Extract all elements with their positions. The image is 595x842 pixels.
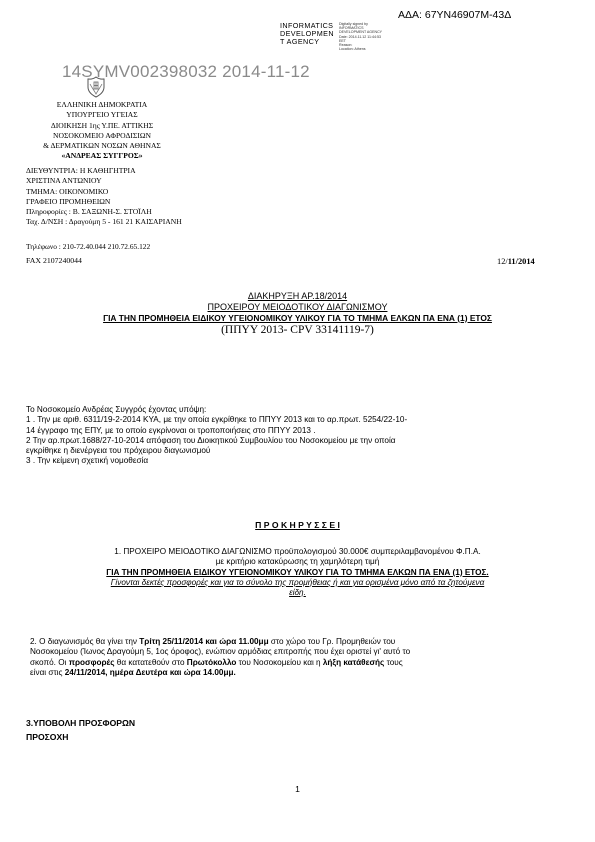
signature-detail-line: Date: 2014.11.12 11:44:53 [339, 34, 382, 39]
signature-detail-line: EET [339, 38, 346, 43]
section-3 [26, 716, 135, 744]
point-2-line [30, 658, 410, 668]
org-line: ΝΟΣΟΚΟΜΕΙΟ ΑΦΡΟΔΙΣΙΩΝ [53, 130, 151, 140]
signature-detail-line: Location: Athens [339, 47, 366, 52]
signature-org-line: T AGENCY [280, 37, 320, 46]
signature-detail-line: Reason: [339, 43, 353, 48]
org-line: & ΔΕΡΜΑΤΙΚΩΝ ΝΟΣΩΝ ΑΘΗΝΑΣ [43, 141, 161, 151]
section-3-title: 3.ΥΠΟΒΟΛΗ ΠΡΟΣΦΟΡΩΝ [26, 718, 136, 728]
dept-line: ΧΡΙΣΤΙΝΑ ΑΝΤΩΝΙΟΥ [26, 176, 102, 186]
point-1-line: είδη. [289, 588, 306, 598]
date-prefix: 12/ [497, 257, 508, 266]
intro-lead: Το Νοσοκομείο Ανδρέας Συγγρός έχοντας υπόψη: [26, 405, 207, 414]
org-line: ΥΠΟΥΡΓΕΙΟ ΥΓΕΙΑΣ [66, 110, 138, 120]
phone-line: Τηλέφωνο : 210-72.40.044 210.72.65.122 [26, 242, 151, 251]
ada-code: ΑΔΑ: 67ΥΝ46907Μ-43Δ [398, 9, 512, 21]
submission-deadline: 24/11/2014, ημέρα Δευτέρα και ώρα 14.00μμ. [64, 667, 236, 677]
title-line: (ΠΠΥΥ 2013- CPV 33141119-7) [221, 324, 374, 337]
proclaims-heading: Π Ρ Ο Κ Η Ρ Υ Σ Σ Ε Ι [255, 520, 340, 530]
point-2-text: 2. Ο διαγωνισμός θα γίνει την [30, 637, 140, 646]
point-2-line [30, 668, 410, 678]
intro-item: 14 έγγραφο της ΕΠΥ, με το οποίο εγκρίνοναι οι τροποποιήσεις στο ΠΠΥΥ 2013 . [26, 425, 316, 435]
intro-item: 2 Την αρ.πρωτ.1688/27-10-2014 απόφαση του Διοικητικού Συμβουλίου του Νοσοκομείου με την οποία [26, 435, 396, 445]
point-2-text: θα κατατεθούν στο [114, 657, 187, 667]
dept-line: ΤΜΗΜΑ: ΟΙΚΟΝΟΜΙΚΟ [26, 186, 109, 196]
section-3-sub: ΠΡΟΣΟΧΗ [26, 732, 69, 742]
date-bold: 11/2014 [507, 257, 535, 266]
dept-line: Ταχ. Δ/ΝΣΗ : Δραγούμη 5 - 161 21 ΚΑΙΣΑΡΙΑΝΗ [26, 217, 182, 227]
point-2-text: σκοπό. Οι [30, 657, 69, 667]
dept-line: Πληροφορίες : Β. ΣΑΞΩΝΗ-Σ. ΣΤΟΪΛΗ [26, 207, 152, 217]
point-2-line: Νοσοκομείου (Ίωνος Δραγούμη 5, 1ος όροφος), ενώπιον αρμόδιας επιτροπής που έχει οριστεί γι' αυτό το [30, 647, 411, 657]
point-2-text: στο χώρο του Γρ. Προμηθειών του [268, 637, 396, 646]
point-1-line: 1. ΠΡΟΧΕΙΡΟ ΜΕΙΟΔΟΤΙΚΟ ΔΙΑΓΩΝΙΣΜΟ προϋπολογισμού 30.000€ συμπεριλαμβανομένου Φ.Π.Α. [114, 547, 481, 556]
intro-item: 3 . Την κείμενη σχετική νομοθεσία [26, 456, 149, 466]
signature-details [339, 22, 382, 51]
intro-item: 1 . Την με αριθ. 6311/19-2-2014 ΚΥΑ, με την οποία εγκρίθηκε το ΠΠΥΥ 2013 και το αρ.πρωτ. 5254/22-10- [26, 415, 408, 425]
dept-line: ΓΡΑΦΕΙΟ ΠΡΟΜΗΘΕΙΩΝ [26, 196, 111, 206]
point-2-text: είναι στις [30, 667, 65, 677]
signature-org [280, 22, 334, 46]
point-1-line: Γίνονται δεκτές προσφορές και για το σύνολο της προμήθειας ή και για ορισμένα μόνο από τα ζητούμενα [110, 577, 485, 587]
organisation-header [26, 100, 178, 162]
point-2 [30, 637, 410, 678]
signature-org-line: DEVELOPMEN [280, 29, 334, 38]
fax-line: FAX 2107240044 [26, 256, 82, 265]
point-1-line: ΓΙΑ ΤΗΝ ΠΡΟΜΗΘΕΙΑ ΕΙΔΙΚΟΥ ΥΓΕΙΟΝΟΜΙΚΟΥ ΥΛΙΚΟΥ ΓΙΑ ΤΟ ΤΜΗΜΑ ΕΛΚΩΝ ΠΑ ΕΝΑ (1) ΕΤΟΣ. [106, 567, 489, 577]
org-line: «ΑΝΔΡΕΑΣ ΣΥΓΓΡΟΣ» [61, 151, 143, 161]
point-2-text: του Νοσοκομείου και η [236, 657, 323, 667]
title-line: ΓΙΑ ΤΗΝ ΠΡΟΜΗΘΕΙΑ ΕΙΔΙΚΟΥ ΥΓΕΙΟΝΟΜΙΚΟΥ ΥΛΙΚΟΥ ΓΙΑ ΤΟ ΤΜΗΜΑ ΕΛΚΩΝ ΠΑ ΕΝΑ (1) ΕΤΟΣ [103, 312, 492, 323]
org-line: ΕΛΛΗΝΙΚΗ ΔΗΜΟΚΡΑΤΙΑ [56, 100, 148, 109]
signature-org-line: INFORMATICS [280, 21, 334, 30]
title-block [0, 291, 595, 337]
point-2-bold: Πρωτόκολλο [186, 657, 237, 667]
point-2-bold: λήξη κατάθεσής [322, 657, 385, 667]
intro-block [26, 405, 407, 467]
point-2-line [30, 637, 410, 647]
signature-detail-line: DEVELOPMENT AGENCY [339, 30, 383, 35]
dept-line: ΔΙΕΥΘΥΝΤΡΙΑ: Η ΚΑΘΗΓΗΤΡΙΑ [26, 166, 136, 175]
point-1-line: με κριτήριο κατακύρωσης τη χαμηλότερη τιμή [215, 557, 380, 567]
page-number: 1 [295, 784, 300, 794]
document-date [497, 257, 535, 267]
tender-date: Τρίτη 25/11/2014 και ώρα 11.00μμ [139, 637, 269, 646]
signature-detail-line: INFORMATICS [339, 26, 364, 31]
title-line: ΠΡΟΧΕΙΡΟΥ ΜΕΙΟΔΟΤΙΚΟΥ ΔΙΑΓΩΝΙΣΜΟΥ [207, 301, 388, 312]
point-2-text: τους [384, 657, 403, 667]
intro-item: εγκρίθηκε η διενέργεια του πρόχειρου διαγωνισμού [26, 446, 211, 456]
title-line: ΔΙΑΚΗΡΥΞΗ ΑΡ.18/2014 [247, 291, 348, 301]
signature-detail-line: Digitally signed by [339, 22, 368, 26]
protocol-stamp: 14SYMV002398032 2014-11-12 [62, 62, 310, 81]
point-1 [20, 547, 575, 598]
org-line: ΔΙΟΙΚΗΣΗ 1ης Υ.ΠΕ. ΑΤΤΙΚΗΣ [50, 120, 154, 130]
department-info [26, 166, 182, 228]
point-2-bold: προσφορές [68, 657, 115, 667]
